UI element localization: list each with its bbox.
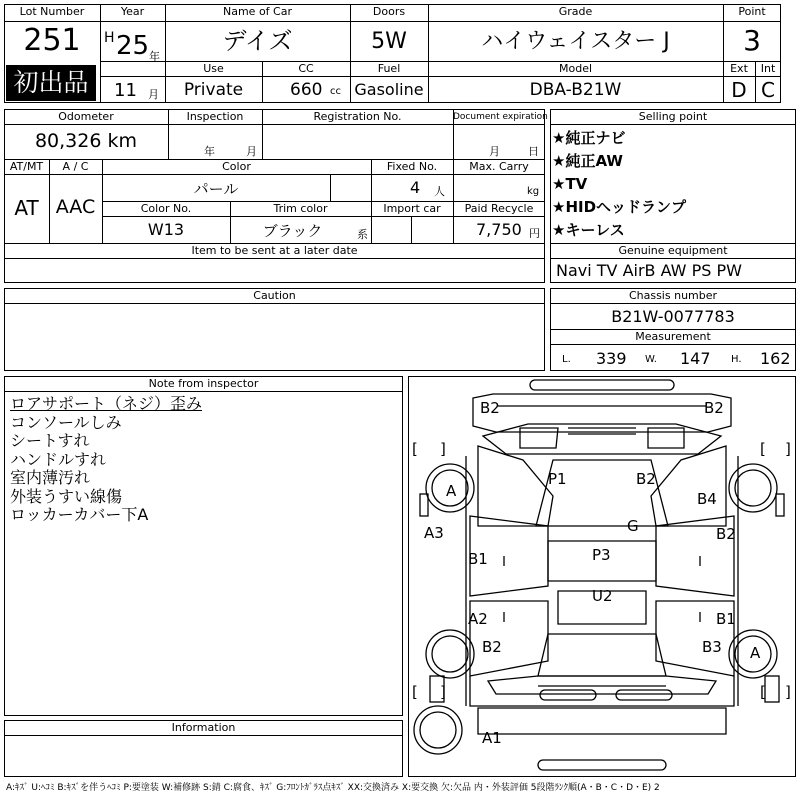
- fixed-no-value: 4: [410, 178, 421, 197]
- year-unit: 年: [149, 50, 160, 63]
- trim-color-value: ブラック: [262, 222, 323, 240]
- inspector-note: ハンドルすれ: [10, 449, 107, 469]
- use-label: Use: [203, 62, 224, 75]
- fuel-label: Fuel: [377, 62, 401, 75]
- max-carry-label: Max. Carry: [469, 160, 529, 173]
- measurement-label: Measurement: [635, 330, 711, 343]
- damage-label: G: [627, 517, 639, 535]
- damage-label: B1: [716, 610, 736, 628]
- lot-number-value: 251: [23, 23, 81, 58]
- doors-value: 5W: [371, 29, 407, 54]
- damage-label: B2: [636, 470, 656, 488]
- chassis-label: Chassis number: [628, 289, 718, 302]
- inspector-notes-list: [10, 395, 202, 525]
- damage-label: P3: [592, 546, 611, 564]
- width-value: 147: [680, 349, 711, 368]
- max-carry-unit: kg: [527, 186, 540, 197]
- month-value: 11: [114, 80, 137, 101]
- ac-value: AAC: [55, 196, 96, 218]
- selling-point-label: Selling point: [638, 110, 708, 123]
- fuel-value: Gasoline: [354, 80, 424, 99]
- color-value: パール: [193, 180, 239, 198]
- registration-label: Registration No.: [313, 110, 402, 123]
- bracket-left-top: [: [412, 440, 418, 458]
- damage-label: U2: [592, 587, 613, 605]
- damage-label: B2: [480, 399, 500, 417]
- year-label: Year: [120, 5, 145, 18]
- damage-label: B4: [697, 490, 717, 508]
- doc-expiration-label: Document expiration: [453, 112, 548, 122]
- damage-label: B1: [468, 550, 488, 568]
- doors-label: Doors: [372, 5, 406, 18]
- inspector-note: ロアサポート（ネジ）歪み: [10, 394, 203, 413]
- int-label: Int: [760, 62, 776, 75]
- selling-point-item: ★TV: [552, 175, 588, 193]
- bracket-left-top-r: [: [760, 440, 766, 458]
- damage-label: P1: [548, 470, 567, 488]
- grade-label: Grade: [558, 5, 593, 18]
- damage-label: A3: [424, 524, 444, 542]
- color-label: Color: [222, 160, 251, 173]
- damage-label: B2: [704, 399, 724, 417]
- color-no-value: W13: [147, 220, 185, 239]
- inspector-note: ロッカーカバー下A: [10, 505, 149, 524]
- model-value: DBA-B21W: [529, 80, 622, 100]
- caution-label: Caution: [253, 289, 296, 302]
- atmt-value: AT: [14, 196, 39, 220]
- paid-recycle-label: Paid Recycle: [464, 202, 534, 215]
- damage-label: B3: [702, 638, 722, 656]
- selling-point-list: [552, 127, 686, 242]
- damage-label: A: [446, 482, 457, 500]
- bracket-right-top-r: ]: [785, 440, 791, 458]
- trim-color-suffix: 系: [357, 228, 368, 241]
- damage-label: A1: [482, 729, 502, 747]
- bracket-right-bottom-r: ]: [785, 683, 791, 701]
- length-label: L.: [562, 354, 571, 365]
- later-date-label: Item to be sent at a later date: [191, 244, 358, 257]
- legend-text: A:ｷｽﾞ U:ﾍｺﾐ B:ｷｽﾞを伴うﾍｺﾐ P:要塗装 W:補修跡 S:錆 C:腐食、ｷｽﾞ G:ﾌﾛﾝﾄｶﾞﾗｽ点ｷｽﾞ XX:交換済み X:要交換 欠:欠品 内・外装評価 5段階ﾗﾝｸ順(A・B・C・D・E) 2: [6, 783, 660, 793]
- odometer-value: 80,326 km: [34, 130, 138, 152]
- first-listing-badge: [6, 65, 96, 101]
- height-value: 162: [760, 349, 791, 368]
- selling-point-item: ★HIDヘッドランプ: [552, 198, 687, 216]
- inspection-year-unit: 年: [204, 145, 215, 158]
- month-unit: 月: [148, 88, 159, 101]
- selling-point-item: ★純正AW: [552, 152, 623, 170]
- bracket-left-bottom: [: [412, 683, 418, 701]
- genuine-equipment-value: Navi TV AirB AW PS PW: [556, 261, 742, 280]
- lot-number-label: Lot Number: [19, 5, 85, 18]
- atmt-label: AT/MT: [9, 160, 44, 173]
- selling-point-item: ★純正ナビ: [552, 129, 626, 147]
- int-value: C: [761, 78, 775, 102]
- import-car-label: Import car: [383, 202, 441, 215]
- bracket-right-top: ]: [440, 440, 446, 458]
- fixed-no-unit: 人: [434, 185, 445, 198]
- bracket-right-bottom: ]: [440, 683, 446, 701]
- inspector-note: コンソールしみ: [10, 412, 122, 432]
- inspector-note: 外装うすい線傷: [10, 486, 123, 506]
- damage-label: A: [750, 644, 761, 662]
- color-no-label: Color No.: [140, 202, 192, 215]
- inspection-month-unit: 月: [246, 145, 257, 158]
- damage-label: A2: [468, 610, 488, 628]
- selling-point-item: ★キーレス: [552, 221, 625, 239]
- odometer-label: Odometer: [58, 110, 114, 123]
- length-value: 339: [596, 349, 627, 368]
- paid-recycle-unit: 円: [529, 227, 540, 240]
- car-diagram: [408, 376, 796, 777]
- information-label: Information: [171, 721, 236, 734]
- genuine-equipment-label: Genuine equipment: [618, 244, 728, 257]
- bracket-left-bottom-r: [: [760, 683, 766, 701]
- inspector-note: シートすれ: [10, 431, 90, 450]
- chassis-value: B21W-0077783: [611, 307, 735, 326]
- doc-exp-month: 月: [489, 145, 500, 158]
- ext-value: D: [731, 78, 747, 102]
- model-label: Model: [558, 62, 593, 75]
- ext-label: Ext: [730, 62, 748, 75]
- damage-label: B2: [716, 525, 736, 543]
- inspection-label: Inspection: [186, 110, 244, 123]
- paid-recycle-value: 7,750: [476, 220, 522, 239]
- ac-label: A / C: [62, 160, 89, 173]
- cc-unit: cc: [330, 86, 341, 97]
- use-value: Private: [183, 80, 244, 100]
- inspector-note: 室内薄汚れ: [10, 468, 91, 487]
- grade-value: ハイウェイスター J: [481, 29, 670, 54]
- cc-value: 660: [290, 80, 323, 100]
- inspector-notes-label: Note from inspector: [148, 377, 259, 390]
- year-era: H: [104, 30, 115, 46]
- cc-label: CC: [298, 62, 314, 75]
- car-name-label: Name of Car: [223, 5, 292, 18]
- point-value: 3: [743, 24, 761, 57]
- first-listing-text: 初出品: [13, 68, 89, 97]
- damage-label: B2: [482, 638, 502, 656]
- trim-color-label: Trim color: [273, 202, 328, 215]
- doc-exp-day: 日: [528, 145, 539, 158]
- fixed-no-label: Fixed No.: [386, 160, 438, 173]
- width-label: W.: [645, 354, 657, 365]
- year-value: 25: [116, 31, 150, 61]
- car-name-value: デイズ: [222, 27, 293, 55]
- point-label: Point: [738, 5, 766, 18]
- height-label: H.: [731, 354, 742, 365]
